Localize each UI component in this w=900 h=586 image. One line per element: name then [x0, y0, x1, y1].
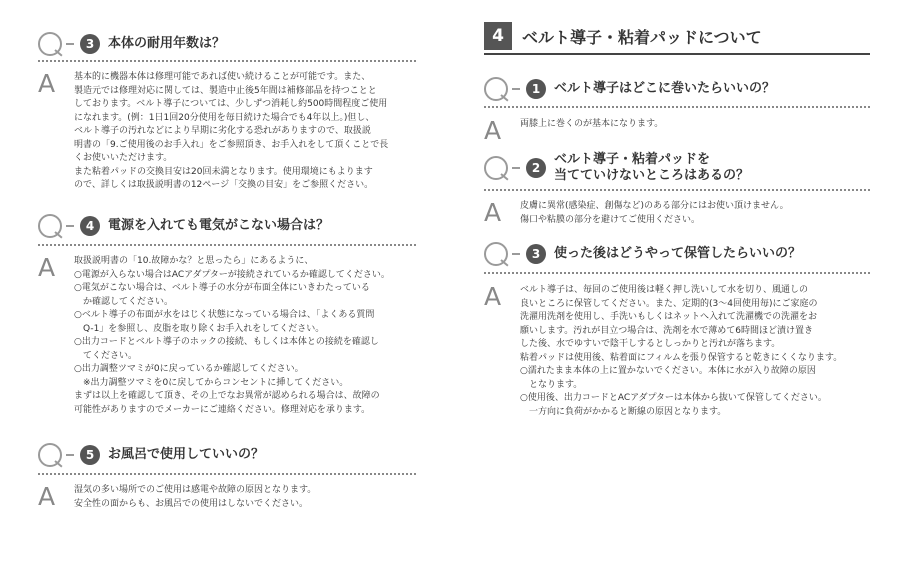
dotted-divider: [38, 60, 416, 62]
answer-line: 傷口や粘膜の部分を避けてご使用ください。: [520, 214, 701, 225]
question-r3-header: [484, 240, 801, 268]
question-number: 4: [80, 216, 100, 236]
answer-line: か確認してください。: [74, 296, 174, 307]
answer-line: まずは以上を確認して頂き、その上でなお異常が認められる場合は、故障の: [74, 391, 380, 401]
q-mark-icon: [484, 75, 520, 103]
question-4-header: [38, 212, 329, 240]
answer-line: てください。: [74, 350, 138, 361]
answer-letter: A: [484, 198, 502, 227]
question-text: 使った後はどうやって保管したらいいの？: [554, 246, 802, 261]
section-number: 4: [484, 22, 512, 50]
question-text-line: ベルト導子・粘着パッドを: [554, 152, 711, 167]
answer-line: 良いところに保管してください。また、定期的(3～4回使用毎)にご家庭の: [520, 298, 818, 309]
dotted-divider: [484, 189, 870, 191]
answer-letter: A: [38, 482, 56, 511]
question-number: 5: [80, 445, 100, 465]
dotted-divider: [484, 272, 870, 274]
q-mark-icon: [484, 154, 520, 182]
section-header: [484, 22, 762, 50]
dotted-divider: [484, 106, 870, 108]
answer-line: ので、詳しくは取扱説明書の12ページ「交換の目安」をご参照ください。: [74, 180, 374, 190]
dotted-divider: [38, 244, 416, 246]
answer-line: 基本的に機器本体は修理可能であれば使い続けることが可能です。また、: [74, 72, 371, 82]
q-mark-icon: [484, 240, 520, 268]
answer-body: [74, 71, 388, 193]
answer-line: 製造元では修理対応に関しては、製造中止後5年間は補修部品を持つことと: [74, 85, 377, 96]
answer-line: しております。ベルト導子については、少しずつ消耗し約500時間程度ご使用: [74, 99, 388, 109]
answer-line: ○電源が入らない場合はACアダプターが接続されているか確認してください。: [74, 269, 390, 280]
answer-line: した後、水でゆすいで陰干しするとしっかりと汚れが落ちます。: [520, 339, 781, 349]
answer-line: くお使いいただけます。: [74, 153, 173, 163]
answer-line: ※出力調整ツマミを0に戻してからコンセントに挿してください。: [74, 377, 349, 388]
question-3-header: [38, 30, 225, 58]
question-number: 2: [526, 158, 546, 178]
answer-line: ○濡れたまま本体の上に置かないでください。本体に水が入り故障の原因: [520, 366, 816, 376]
answer-line: 取扱説明書の「10.故障かな？と思ったら」にあるように、: [74, 256, 314, 266]
answer-line: ○使用後、出力コードとACアダプターは本体から抜いて保管してください。: [520, 393, 827, 403]
answer-body: [74, 484, 316, 511]
answer-line: になれます。(例：1日1回20分使用を毎日続けた場合でも4年以上。)但し、: [74, 112, 375, 123]
answer-body: [74, 255, 390, 417]
question-text: ベルト導子はどこに巻いたらいいの？: [554, 81, 776, 96]
answer-line: 可能性がありますのでメーカーにご連絡ください。修理対応を承ります。: [74, 404, 371, 415]
answer-line: ○出力コードとベルト導子のホックの接続、もしくは本体との接続を確認し: [74, 337, 379, 347]
q-mark-icon: [38, 441, 74, 469]
answer-line: ○出力調整ツマミが0に戻っているか確認してください。: [74, 364, 304, 374]
answer-body: [520, 118, 663, 132]
answer-line: 一方向に負荷がかかると断線の原因となります。: [520, 406, 727, 417]
question-5-header: [38, 441, 264, 469]
q-mark-icon: [38, 212, 74, 240]
section-rule: [484, 53, 870, 55]
answer-body: [520, 200, 789, 227]
question-number: 1: [526, 79, 546, 99]
section-title: ベルト導子・粘着パッドについて: [522, 27, 762, 47]
question-number: 3: [80, 34, 100, 54]
answer-line: Q-1」を参照し、皮脂を取り除くお手入れをしてください。: [74, 323, 325, 334]
question-r1-header: [484, 75, 775, 103]
answer-line: 洗濯用洗剤を使用し、手洗いもしくはネットへ入れて洗濯機での洗濯をお: [520, 312, 818, 322]
dotted-divider: [38, 473, 416, 475]
answer-line: 願いします。汚れが目立つ場合は、洗剤を水で薄めて6時間ほど漬け置き: [520, 325, 814, 336]
answer-line: 両膝上に巻くのが基本になります。: [520, 119, 664, 129]
answer-line: 明書の「9.ご使用後のお手入れ」をご参照頂き、お手入れをして頂くことで長: [74, 139, 389, 150]
question-text: 電源を入れても電気がこない場合は？: [108, 218, 330, 233]
answer-line: ベルト導子は、毎回のご使用後は軽く押し洗いして水を切り、風通しの: [520, 285, 809, 295]
answer-line: 皮膚に異常(感染症、創傷など)のある部分にはお使い頂けません。: [520, 201, 789, 211]
answer-letter: A: [38, 253, 56, 282]
question-text: [554, 152, 749, 184]
answer-line: 安全性の面からも、お風呂での使用はしないでください。: [74, 498, 309, 509]
answer-letter: A: [38, 69, 56, 98]
answer-line: 湿気の多い場所でのご使用は感電や故障の原因となります。: [74, 485, 317, 495]
answer-letter: A: [484, 116, 502, 145]
answer-line: ○電気がこない場合は、ベルト導子の水分が布面全体にいきわたっている: [74, 283, 370, 293]
q-mark-icon: [38, 30, 74, 58]
answer-letter: A: [484, 282, 502, 311]
answer-line: となります。: [520, 379, 583, 390]
answer-body: [520, 284, 842, 419]
question-number: 3: [526, 244, 546, 264]
answer-line: ベルト導子の汚れなどにより早期に劣化する恐れがありますので、取扱説: [74, 126, 371, 136]
question-text: お風呂で使用していいの？: [108, 447, 265, 462]
question-text-line: 当てていけないところはあるの？: [554, 168, 750, 183]
question-text: 本体の耐用年数は？: [108, 36, 226, 51]
answer-line: ○ベルト導子の布面が水をはじく状態になっている場合は、「よくある質問: [74, 310, 375, 320]
answer-line: 粘着パッドは使用後、粘着面にフィルムを張り保管すると乾きにくくなります。: [520, 352, 843, 363]
question-r2-header: [484, 152, 749, 184]
answer-line: また粘着パッドの交換目安は20回未満となります。使用環境にもよります: [74, 166, 373, 177]
